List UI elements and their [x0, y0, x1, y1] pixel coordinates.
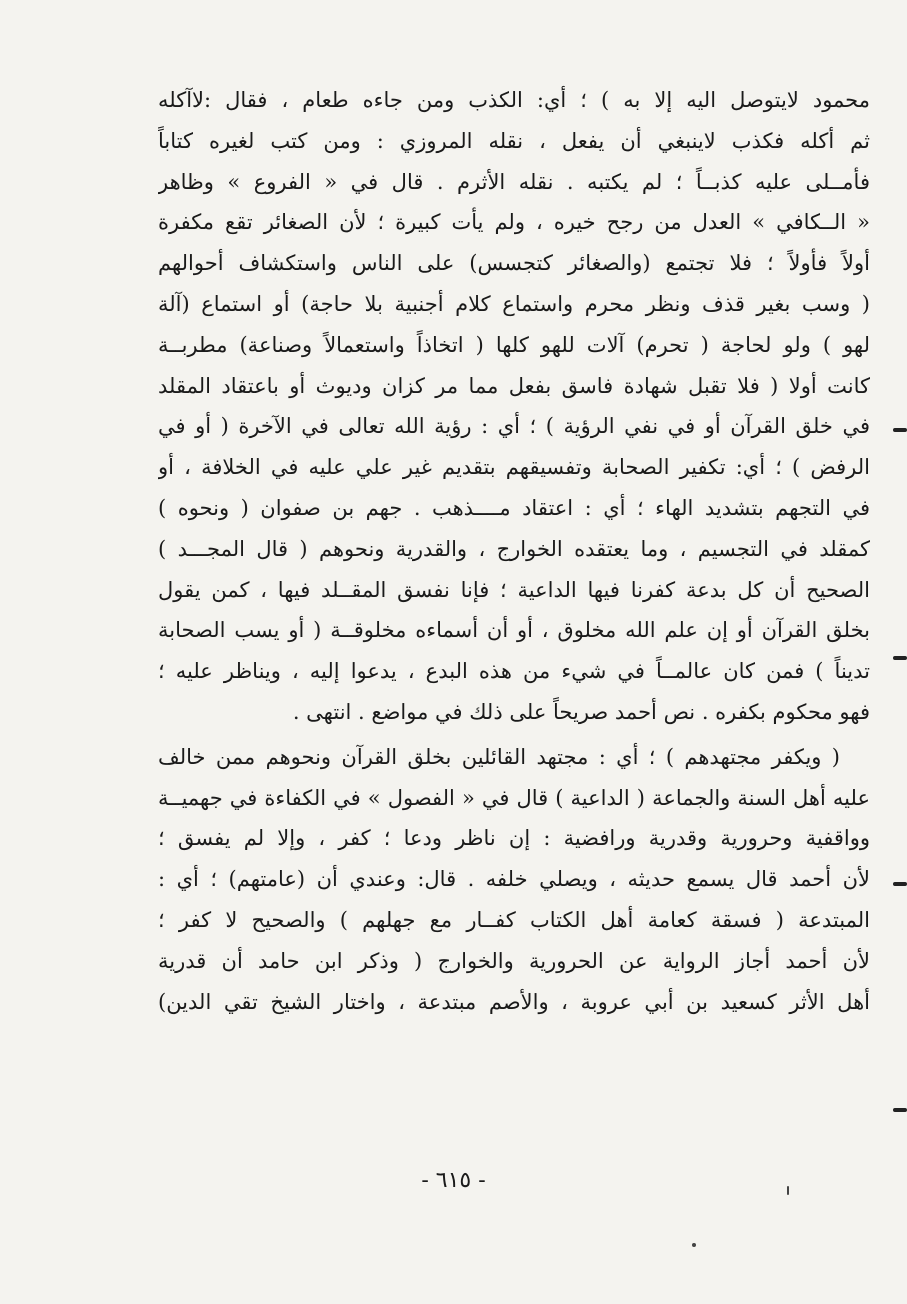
text-line: المبتدعة ( فسقة كعامة أهل الكتاب كفــار مع جهلهم ) والصحيح لا كفر ؛	[158, 907, 870, 932]
page-number: - ٦١٥ -	[421, 1168, 486, 1193]
text-line: كانت أولا ( فلا تقبل شهادة فاسق بفعل مما مر كزان وديوث أو باعتقاد المقلد	[158, 373, 870, 398]
text-line: ( وسب بغير قذف ونظر محرم واستماع كلام أجنبية بلا حاجة) أو استماع (آلة	[158, 291, 870, 316]
text-line: وواقفية وحرورية وقدرية ورافضية : إن ناظر ودعا ؛ كفر ، وإلا لم يفسق ؛	[158, 826, 870, 851]
paragraph-2	[158, 737, 870, 1023]
scan-speck	[787, 1186, 789, 1195]
text-line: الصحيح أن كل بدعة كفرنا فيها الداعية ؛ فإنا نفسق المقــلد فيها ، كمن يقول	[158, 577, 870, 602]
body-text	[158, 80, 870, 1022]
scan-edge-mark	[893, 1108, 907, 1112]
text-line: في التجهم بتشديد الهاء ؛ أي : اعتقاد مــــذهب . جهم بن صفوان ( ونحوه )	[158, 495, 870, 520]
text-line: كمقلد في التجسيم ، وما يعتقده الخوارج ، والقدرية ونحوهم ( قال المجـــد )	[158, 536, 870, 561]
text-line: ( ويكفر مجتهدهم ) ؛ أي : مجتهد القائلين بخلق القرآن ونحوهم ممن خالف	[158, 744, 840, 769]
text-line: فأمــلى عليه كذبــاً ؛ لم يكتبه . نقله الأثرم . قال في « الفروع » وظاهر	[158, 169, 870, 194]
scan-speck	[692, 1243, 696, 1247]
scan-edge-mark	[893, 882, 907, 886]
text-line: أولاً فأولاً ؛ فلا تجتمع (والصغائر كتجسس) على الناس واستكشاف أحوالهم	[158, 251, 870, 276]
text-line: عليه أهل السنة والجماعة ( الداعية ) قال في « الفصول » في الكفاءة في جهميــة	[158, 785, 870, 810]
text-line: « الــكافي » العدل من رجح خيره ، ولم يأت كبيرة ؛ لأن الصغائر تقع مكفرة	[158, 210, 870, 235]
text-line: أهل الأثر كسعيد بن أبي عروبة ، والأصم مبتدعة ، واختار الشيخ تقي الدين)	[158, 989, 870, 1014]
text-line: محمود لايتوصل اليه إلا به ) ؛ أي: الكذب ومن جاءه طعام ، فقال :لاآكله	[158, 88, 870, 112]
scan-edge-mark	[893, 428, 907, 432]
text-line: بخلق القرآن أو إن علم الله مخلوق ، أو أن أسماءه مخلوقــة ( أو يسب الصحابة	[158, 618, 870, 643]
text-line: لأن أحمد أجاز الرواية عن الحرورية والخوارج ( وذكر ابن حامد أن قدرية	[158, 948, 870, 973]
text-line: فهو محكوم بكفره . نص أحمد صريحاً على ذلك في مواضع . انتهى .	[292, 699, 870, 724]
text-line: في خلق القرآن أو في نفي الرؤية ) ؛ أي : رؤية الله تعالى في الآخرة ( أو في	[158, 414, 870, 439]
scan-edge-mark	[893, 656, 907, 660]
text-line: لهو ) ولو لحاجة ( تحرم) آلات للهو كلها ( اتخاذاً واستعمالاً وصناعة) مطربــة	[158, 332, 870, 357]
text-line: تديناً ) فمن كان عالمــاً في شيء من هذه البدع ، يدعوا إليه ، ويناظر عليه ؛	[158, 659, 870, 684]
text-line: الرفض ) ؛ أي: تكفير الصحابة وتفسيقهم بتقديم غير علي عليه في الخلافة ، أو	[158, 455, 870, 480]
text-line: لأن أحمد قال يسمع حديثه ، ويصلي خلفه . قال: وعندي أن (عامتهم) ؛ أي :	[158, 867, 870, 892]
text-line: ثم أكله فكذب لاينبغي أن يفعل ، نقله المروزي : ومن كتب لغيره كتاباً	[158, 128, 870, 153]
